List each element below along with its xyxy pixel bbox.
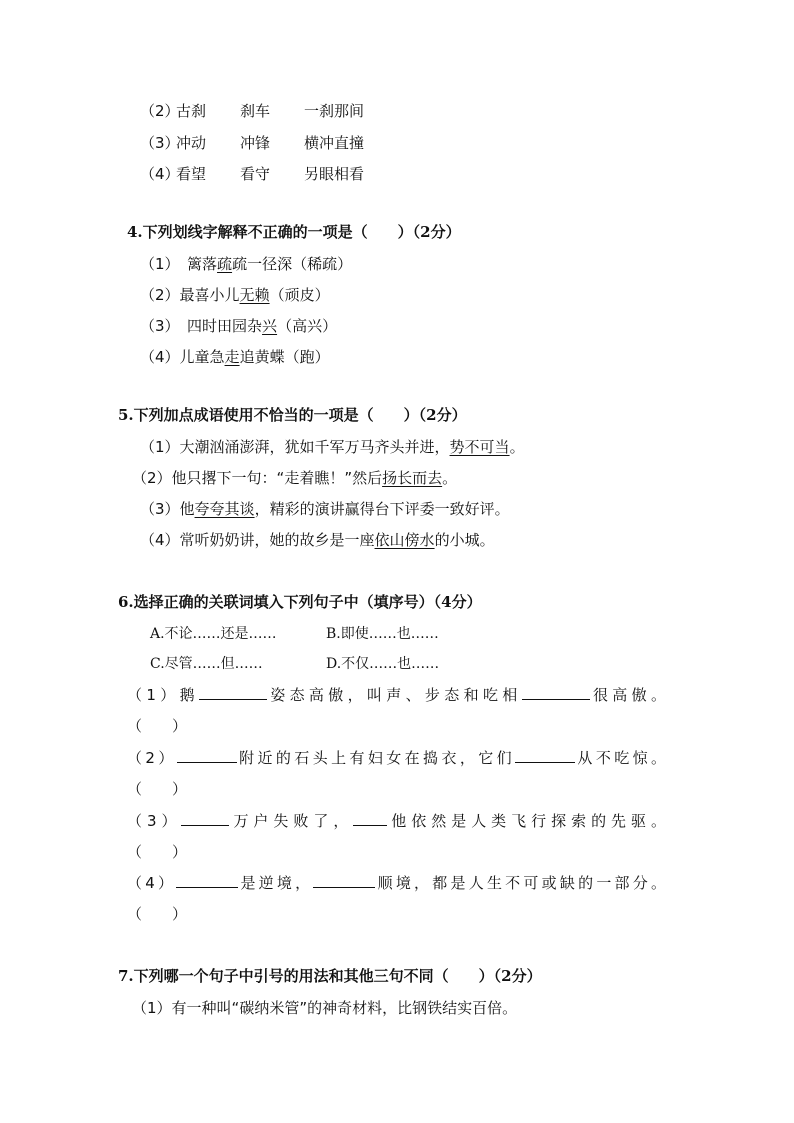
sentence-part-2: 是逆境， — [238, 874, 314, 892]
q3-item-2 — [140, 101, 364, 121]
q6-sentence-4 — [127, 873, 667, 893]
word-b: 看守 — [240, 165, 271, 183]
option-prefix: （4）儿童急 — [140, 348, 225, 366]
q6-answer-3[interactable]: （ ） — [127, 843, 188, 861]
underlined-idiom: 依山傍水 — [374, 531, 435, 549]
q4-option-2 — [140, 285, 330, 305]
q5-option-3 — [140, 499, 510, 519]
sentence-number: （4） — [127, 874, 177, 892]
underlined-word: 无赖 — [239, 286, 270, 304]
q6-answer-1[interactable]: （ ） — [127, 717, 188, 735]
q7-option-1: （1）有一种叫“碳纳米管”的神奇材料，比钢铁结实百倍。 — [132, 999, 518, 1017]
option-suffix: （高兴） — [277, 317, 338, 335]
q6-options-row-1 — [150, 624, 439, 644]
word-a: 看望 — [176, 165, 207, 183]
q5-option-4 — [140, 530, 495, 550]
option-prefix: （3） 四时田园杂 — [140, 317, 263, 335]
q6-sentence-1 — [127, 685, 667, 705]
q6-answer-4[interactable]: （ ） — [127, 905, 188, 923]
sentence-part-2: 附近的石头上有妇女在捣衣，它们 — [236, 749, 516, 767]
q5-option-2 — [132, 468, 457, 488]
word-a: 古刹 — [176, 102, 207, 120]
option-prefix: （1） 篱落 — [140, 255, 218, 273]
option-c: C.尽管……但…… — [150, 656, 263, 672]
sentence-part-3: 从不吃惊。 — [575, 749, 667, 767]
underlined-idiom: 扬长而去 — [382, 469, 443, 487]
sentence-part-3: 顺境，都是人生不可或缺的一部分。 — [375, 874, 667, 892]
item-number: （2） — [140, 102, 180, 120]
underlined-char: 兴 — [262, 317, 278, 335]
answer-blank-1[interactable] — [177, 748, 237, 763]
option-suffix: （顽皮） — [269, 286, 330, 304]
answer-blank-2[interactable] — [522, 685, 590, 700]
option-suffix: 。 — [442, 469, 458, 487]
option-suffix: 。 — [509, 438, 525, 456]
sentence-number: （3） — [127, 812, 182, 830]
word-b: 刹车 — [240, 102, 271, 120]
answer-blank-1[interactable] — [199, 685, 267, 700]
option-prefix: （1）大潮汹涌澎湃，犹如千军万马齐头并进， — [140, 438, 450, 456]
q6-options-row-2 — [150, 654, 439, 674]
answer-blank-2[interactable] — [353, 811, 387, 826]
option-suffix: 追黄蝶（跑） — [239, 348, 330, 366]
underlined-char: 走 — [224, 348, 240, 366]
q5-option-1 — [140, 437, 525, 457]
q6-sentence-2 — [127, 748, 667, 768]
q4-option-3 — [140, 316, 337, 336]
sentence-part-1: 鹅 — [179, 686, 199, 704]
q6-answer-2[interactable]: （ ） — [127, 780, 188, 798]
word-c: 横冲直撞 — [304, 134, 365, 152]
underlined-char: 疏 — [217, 255, 233, 273]
answer-blank-2[interactable] — [515, 748, 575, 763]
underlined-idiom: 夸夸其谈 — [194, 500, 255, 518]
answer-blank-1[interactable] — [181, 811, 229, 826]
sentence-part-2: 万户失败了， — [229, 812, 354, 830]
q5-title: 5.下列加点成语使用不恰当的一项是（ ）（2分） — [118, 406, 467, 424]
option-d: D.不仅……也…… — [326, 656, 440, 672]
option-prefix: （3）他 — [140, 500, 195, 518]
word-c: 一刹那间 — [304, 102, 365, 120]
q4-title: 4.下列划线字解释不正确的一项是（ ）（2分） — [127, 223, 461, 241]
answer-blank-2[interactable] — [313, 873, 375, 888]
answer-blank-1[interactable] — [176, 873, 238, 888]
underlined-idiom: 势不可当 — [449, 438, 510, 456]
option-prefix: （2）他只撂下一句：“走着瞧！”然后 — [132, 469, 383, 487]
option-a: A.不论……还是…… — [150, 626, 277, 642]
q7-title: 7.下列哪一个句子中引号的用法和其他三句不同（ ）（2分） — [118, 967, 542, 985]
sentence-number: （1） — [127, 686, 180, 704]
q6-sentence-3 — [127, 811, 667, 831]
word-b: 冲锋 — [240, 134, 271, 152]
option-prefix: （4）常听奶奶讲，她的故乡是一座 — [140, 531, 375, 549]
sentence-part-2: 姿态高傲，叫声、步态和吃相 — [266, 686, 522, 704]
option-b: B.即使……也…… — [326, 626, 439, 642]
option-suffix: 的小城。 — [434, 531, 495, 549]
q4-option-4 — [140, 347, 330, 367]
sentence-number: （2） — [127, 749, 177, 767]
option-suffix: 疏一径深（稀疏） — [232, 255, 353, 273]
q6-title: 6.选择正确的关联词填入下列句子中（填序号）（4分） — [118, 593, 482, 611]
q4-option-1 — [140, 254, 352, 274]
sentence-part-3: 他依然是人类飞行探索的先驱。 — [387, 812, 667, 830]
option-prefix: （2）最喜小儿 — [140, 286, 240, 304]
word-c: 另眼相看 — [304, 165, 365, 183]
q3-item-4 — [140, 164, 364, 184]
option-suffix: ，精彩的演讲赢得台下评委一致好评。 — [254, 500, 510, 518]
item-number: （3） — [140, 134, 180, 152]
q3-item-3 — [140, 133, 364, 153]
sentence-part-3: 很高傲。 — [589, 686, 667, 704]
item-number: （4） — [140, 165, 180, 183]
word-a: 冲动 — [176, 134, 207, 152]
